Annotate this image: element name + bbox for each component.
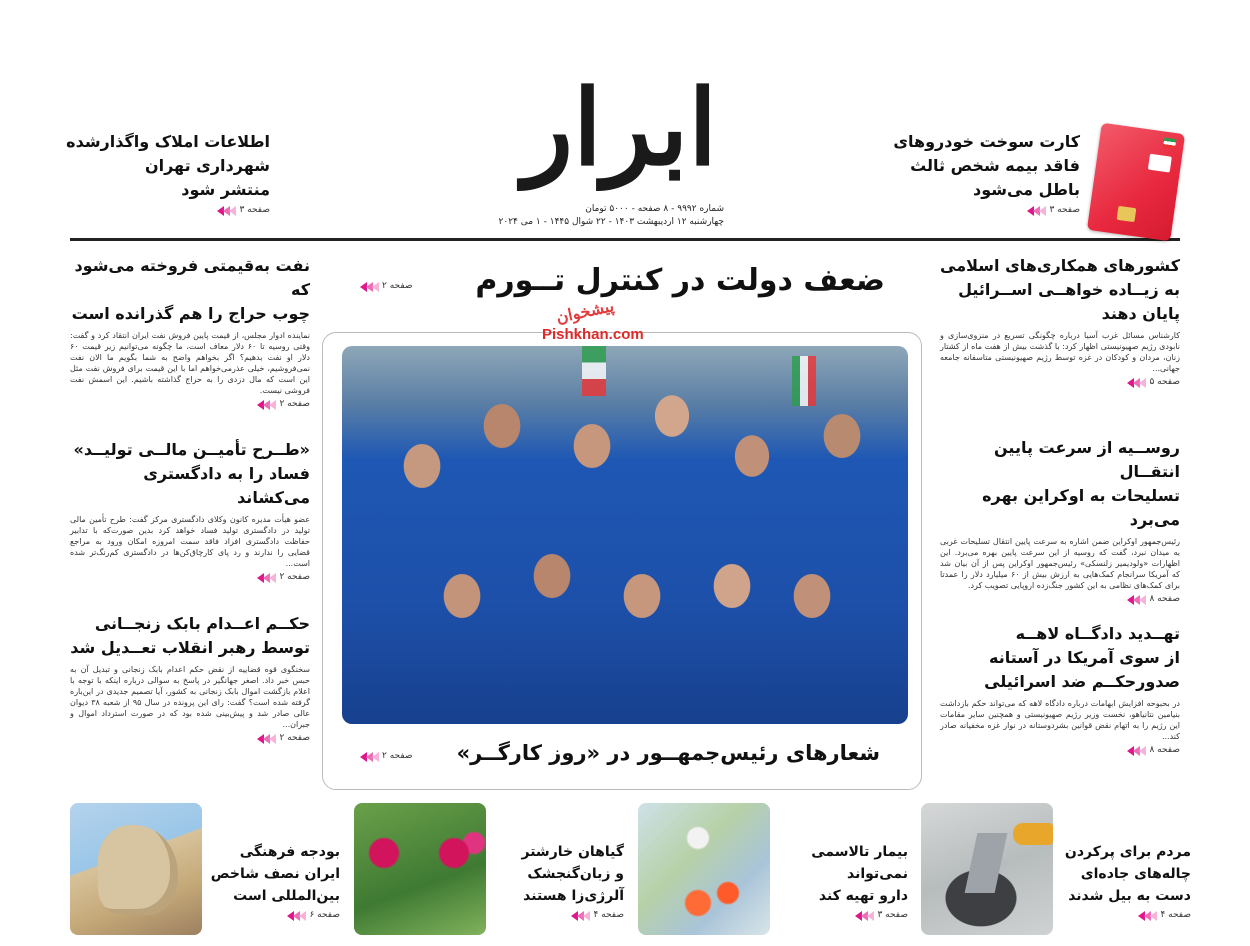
tile-headline-line: چاله‌های جاده‌ای (1080, 866, 1191, 882)
page-reference[interactable] (940, 745, 1180, 756)
article-headline (940, 254, 1180, 326)
teaser-headline-line: فاقد بیمه شخص ثالث (910, 156, 1080, 175)
headline-line: چوب حراج را هم گذرانده است (71, 304, 310, 323)
tile-headline-line: گیاهان خارشتر (521, 844, 624, 860)
page-reference[interactable] (492, 910, 624, 921)
headline-line: تهــدید دادگــاه لاهــه (1015, 624, 1180, 643)
headline-line: روســیه از سرعت پایین انتقــال (994, 438, 1180, 481)
page-ref-label: صفحه ۳ (877, 910, 908, 920)
pink-arrows-icon (360, 752, 378, 762)
teaser-headline-line: اطلاعات املاک واگذارشده (66, 132, 270, 151)
page-reference[interactable] (70, 572, 310, 583)
article-headline (940, 436, 1180, 532)
headline-line: از سوی آمریکا در آستانه (989, 648, 1180, 667)
page-reference[interactable] (940, 377, 1180, 388)
issue-line: شماره ۹۹۹۲ - ۸ صفحه - ۵۰۰۰ تومان (585, 204, 724, 214)
tile-headline-line: بین‌المللی است (233, 888, 340, 904)
main-page-reference[interactable] (360, 281, 413, 292)
headline-line: «طــرح تأمیــن مالــی تولیــد» (73, 440, 310, 459)
photo-caption[interactable]: شعارهای رئیس‌جمهــور در «روز کارگــر» (456, 741, 880, 765)
page-reference[interactable] (70, 205, 270, 216)
page-ref-label: صفحه ۳ (239, 205, 270, 215)
tile-headline-line: دارو تهیه کند (818, 888, 908, 904)
page-reference[interactable] (912, 205, 1080, 216)
article-headline (70, 438, 310, 510)
watermark-url: Pishkhan.com (542, 326, 644, 343)
page-reference[interactable] (70, 399, 310, 410)
page-ref-label: صفحه ۲ (279, 399, 310, 409)
pink-arrows-icon (360, 282, 378, 292)
page-ref-label: صفحه ۳ (1049, 205, 1080, 215)
page-reference[interactable] (1059, 910, 1191, 921)
pink-arrows-icon (217, 206, 235, 216)
page-ref-label: صفحه ۴ (1160, 910, 1191, 920)
pink-arrows-icon (1127, 378, 1145, 388)
page-reference[interactable] (208, 910, 340, 921)
page-ref-label: صفحه ۵ (1149, 377, 1180, 387)
headline-line: پایان دهند (1101, 304, 1180, 323)
tile-headline-line: ایران نصف شاخص (210, 866, 340, 882)
article-headline (70, 612, 310, 660)
page-ref-label: صفحه ۸ (1149, 594, 1180, 604)
flag-icon (582, 346, 606, 396)
page-ref-label: صفحه ۲ (382, 281, 413, 291)
teaser-headline-line: کارت سوخت خودروهای (893, 132, 1080, 151)
article-body: کارشناس مسائل غرب آسیا درباره چگونگی تسریع در منزوی‌سازی و نابودی رژیم صهیونیستی اظهار کرد: با گذشت بیش از هفت ماه از کشتار زنان، مردان و کودکان در غزه توسط رژیم صهیونیستی متاسفانه جامعه جهانی... (940, 331, 1180, 373)
tile-headline-line: و زبان‌گنجشک (527, 866, 624, 882)
tile-headline-line: بودجه فرهنگی (239, 844, 340, 860)
page-ref-label: صفحه ۲ (279, 572, 310, 582)
article-headline (70, 254, 310, 326)
main-photo[interactable] (342, 346, 908, 724)
fuel-card-image (1087, 123, 1185, 242)
page-ref-label: صفحه ۴ (593, 910, 624, 920)
headline-line: تسلیحات به اوکراین بهره می‌برد (982, 486, 1180, 529)
page-ref-label: صفحه ۶ (309, 910, 340, 920)
shovel-road-image (921, 803, 1053, 935)
headline-line: فساد را به دادگستری می‌کشاند (143, 464, 310, 507)
pink-arrows-icon (257, 573, 275, 583)
teaser-headline-line: منتشر شود (181, 180, 270, 199)
article-left-1[interactable] (70, 254, 310, 410)
bottom-tile-potholes[interactable] (921, 803, 1191, 938)
tile-headline-line: آلرژی‌زا هستند (523, 888, 624, 904)
card-logo (1148, 154, 1172, 173)
tile-headline-line: مردم برای پرکردن (1064, 844, 1191, 860)
top-left-teaser[interactable] (66, 130, 270, 216)
article-body: نماینده ادوار مجلس، از قیمت پایین فروش نفت ایران انتقاد کرد و گفت: وقتی روسیه تا ۶۰ دلار معاف است، ما چگونه می‌توانیم زیر قیمت ۶۰ دلار او نفت بدهیم؟ اگر بخواهم واضح به شما بگویم ما الان نفت نمی‌فروشیم، خیلی عذرمی‌خواهم اما با این قیمت برای فروش نفت مثل این است که مال دزدی را به حراج گذاشته باشیم. این اسمش نفت فروشی نیست. (70, 331, 310, 395)
medicine-image (638, 803, 770, 935)
pink-arrows-icon (1138, 911, 1156, 921)
article-body: رئیس‌جمهور اوکراین ضمن اشاره به سرعت پایین انتقال تسلیحات غربی به میدان نبرد، گفت که روسیه از این سرعت پایین بهره می‌برد. این اظهارات «ولودیمیر زلنسکی» رئیس‌جمهور اوکراین پس از آن بیان شد که آمریکا سرانجام کمک‌هایی به ارزش بیش از ۶۰ میلیارد دلار را عمدتا برای کمک‌های نظامی به این کشور جنگ‌زده اروپایی تصویب کرد. (940, 537, 1180, 590)
pink-arrows-icon (1027, 206, 1045, 216)
headline-line: صدورحکــم ضد اسرائیلی (984, 672, 1180, 691)
teaser-headline-line: باطل می‌شود (972, 180, 1080, 199)
headline-line: توسط رهبر انقلاب تعــدیل شد (70, 638, 310, 657)
pink-arrows-icon (257, 400, 275, 410)
page-reference[interactable] (70, 733, 310, 744)
tile-headline-line: نمی‌تواند (847, 866, 908, 882)
main-headline[interactable]: ضعف دولت در کنترل تــورم (475, 263, 885, 298)
article-left-3[interactable] (70, 612, 310, 744)
article-right-2[interactable] (940, 436, 1180, 605)
article-right-1[interactable] (940, 254, 1180, 388)
pink-arrows-icon (855, 911, 873, 921)
top-right-teaser[interactable] (893, 130, 1080, 216)
page-ref-label: صفحه ۲ (279, 733, 310, 743)
flag-icon (1163, 138, 1176, 150)
watermark-persian: پیشخوان (554, 296, 616, 327)
article-right-3[interactable] (940, 622, 1180, 756)
flower-image (354, 803, 486, 935)
headline-line: نفت به‌قیمتی فروخته می‌شود که (74, 256, 310, 299)
card-chip (1117, 206, 1137, 222)
masthead-divider (70, 238, 1180, 241)
teaser-headline-line: شهرداری تهران (144, 156, 270, 175)
article-body: عضو هیأت مدیره کانون وکلای دادگستری مرکز گفت: طرح تأمین مالی تولید در دادگستری تولید فساد خواهد کرد بدین صورت‌که با تدابیر حفاظت دادگستری افراد فاقد سمت امروزه امکان ورود به مراجع قضایی را ندارند و رد پای کارچاق‌کن‌ها در دادگستری کم‌رنگ‌تر شده است... (70, 515, 310, 568)
pink-arrows-icon (1127, 595, 1145, 605)
pink-arrows-icon (571, 911, 589, 921)
bottom-tile-thalassemia[interactable] (638, 803, 908, 938)
issue-info (462, 203, 724, 229)
article-body: سخنگوی قوه قضاییه از نقض حکم اعدام بابک زنجانی و تبدیل آن به حبس خبر داد. اصغر جهانگیر در پاسخ به سوالی درباره اینکه با توجه با اعلام بازگشت اموال بابک زنجانی به کشور، آیا تصمیم جدیدی در این‌باره گرفته شده است؟ گفت: رای این پرونده در سال ۹۵ از شعبه ۳۸ دیوان عالی صادر شد و پیش‌بینی شده بود که در صورت استرداد اموال و جبران... (70, 665, 310, 729)
newspaper-logo: ابرار (522, 66, 718, 189)
page-reference[interactable] (776, 910, 908, 921)
tile-headline-line: دست به بیل شدند (1068, 888, 1191, 904)
article-headline (940, 622, 1180, 694)
bottom-tile-allergy-plants[interactable] (354, 803, 624, 938)
article-left-2[interactable] (70, 438, 310, 583)
headline-line: حکــم اعــدام بابک زنجــانی (94, 614, 310, 633)
caption-page-reference[interactable] (360, 751, 413, 762)
page-ref-label: صفحه ۲ (382, 751, 413, 761)
flag-icon (792, 356, 816, 406)
pink-arrows-icon (257, 734, 275, 744)
headline-line: کشورهای همکاری‌های اسلامی (940, 256, 1180, 275)
pink-arrows-icon (1127, 746, 1145, 756)
bottom-tile-culture-budget[interactable] (70, 803, 340, 938)
pink-arrows-icon (287, 911, 305, 921)
page-ref-label: صفحه ۸ (1149, 745, 1180, 755)
tile-headline-line: بیمار تالاسمی (811, 844, 908, 860)
article-body: در بحبوحه افزایش ابهامات درباره دادگاه لاهه که می‌تواند حکم بازداشت بنیامین نتانیاهو، نخست وزیر رژیم صهیونیستی و همچنین سایر مقامات این رژیم را به اتهام نقض قوانین بشردوستانه در نوار غزه مخفیانه صادر کند... (940, 699, 1180, 741)
headline-line: به زیــاده خواهــی اســرائیل (958, 280, 1180, 299)
page-reference[interactable] (940, 594, 1180, 605)
persepolis-horse-image (70, 803, 202, 935)
date-line: چهارشنبه ۱۲ اردیبهشت ۱۴۰۳ - ۲۲ شوال ۱۴۴۵ - ۱ می ۲۰۲۴ (498, 217, 724, 227)
